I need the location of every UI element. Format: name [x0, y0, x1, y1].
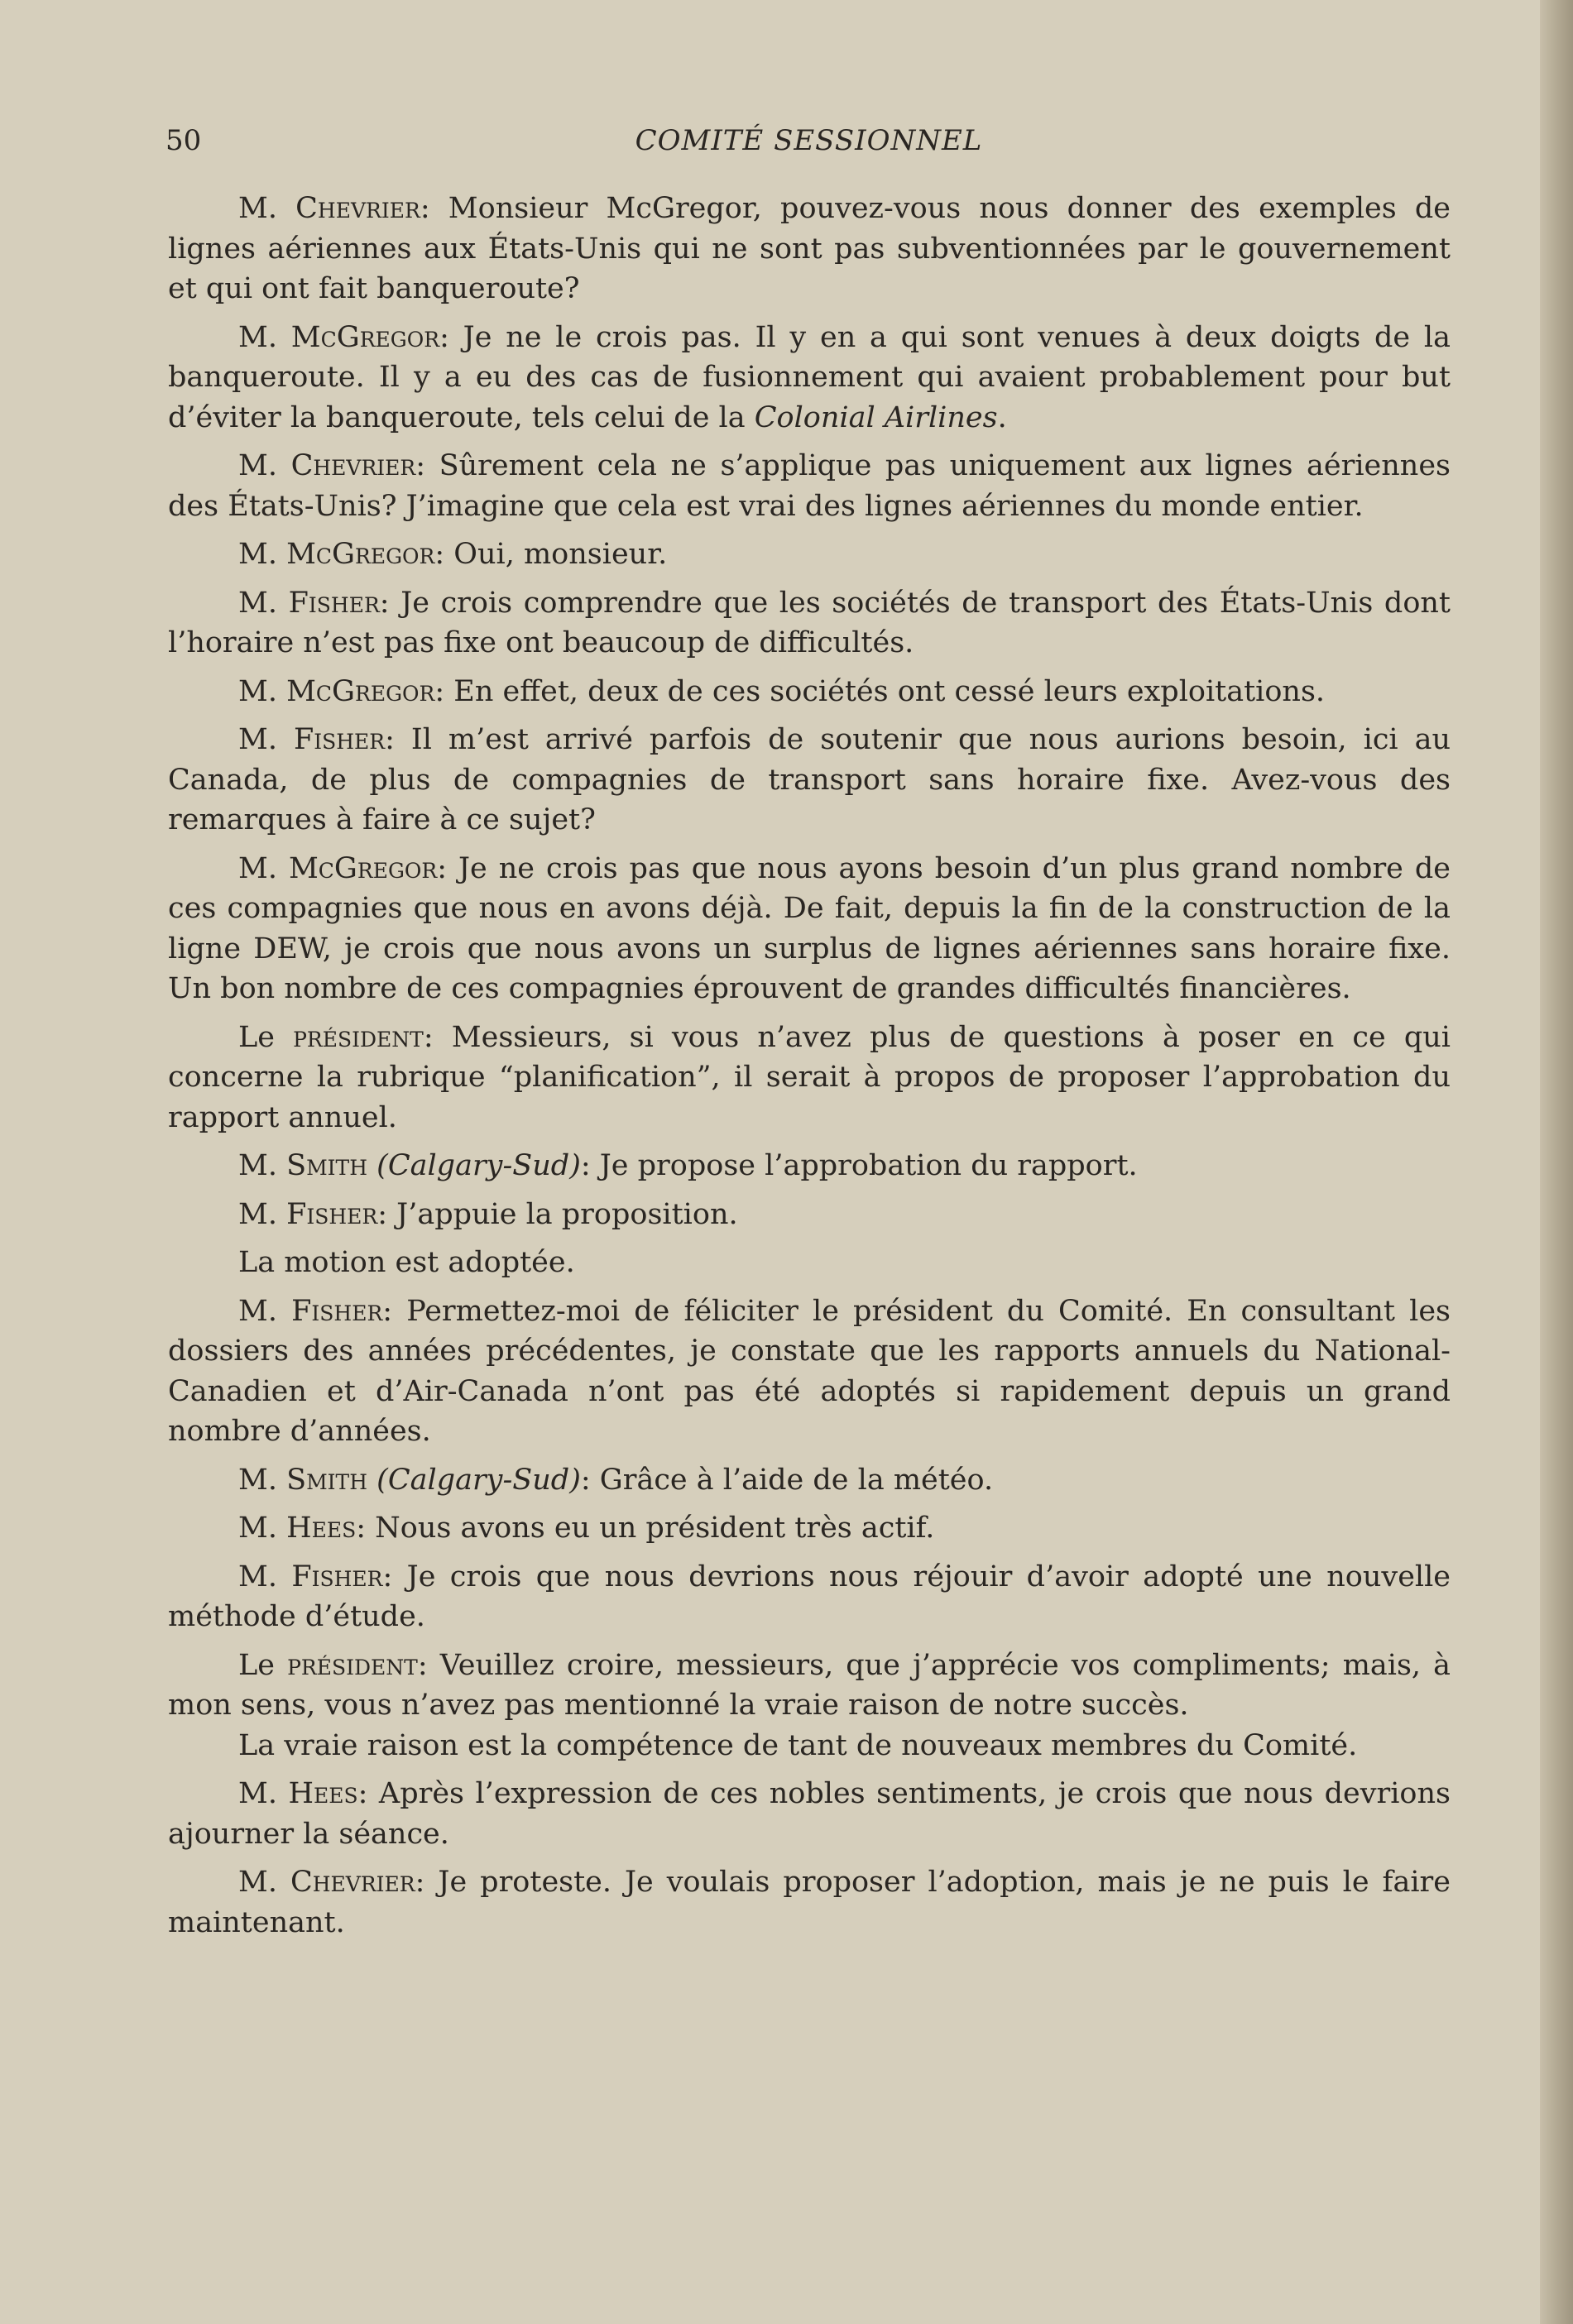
- speaker-name: Fisher: [291, 1294, 383, 1328]
- paragraph: M. McGregor: Je ne crois pas que nous ayons besoin d’un plus grand nombre de ces compagnies que nous en avons déjà. De fait, depuis la fin de la construction de la ligne DEW, je crois que nous avons un surplus de lignes aériennes sans horaire fixe. Un bon nombre de ces compagnies éprouvent de grandes difficultés financières.: [168, 851, 1451, 1005]
- transcript-body: [168, 189, 1451, 1951]
- paragraph: M. Smith (Calgary-Sud): Je propose l’approbation du rapport.: [238, 1149, 1138, 1182]
- paragraph: M. McGregor: Je ne le crois pas. Il y en a qui sont venues à deux doigts de la banqueroute. Il y a eu des cas de fusionnement qui avaient probablement pour but d’éviter la banqueroute, tels celui de la Colonial Airlines.: [168, 320, 1451, 434]
- paragraph: M. Fisher: J’appuie la proposition.: [238, 1197, 738, 1231]
- page-edge: [1540, 0, 1573, 2324]
- riding-name: (Calgary-Sud): [376, 1149, 581, 1182]
- riding-name: (Calgary-Sud): [376, 1463, 581, 1497]
- paragraph: M. Fisher: Il m’est arrivé parfois de soutenir que nous aurions besoin, ici au Canada, de plus de compagnies de transport sans horaire fixe. Avez-vous des remarques à faire à ce sujet?: [168, 723, 1451, 836]
- paragraph: M. Chevrier: Sûrement cela ne s’applique pas uniquement aux lignes aériennes des États-Unis? J’imagine que cela est vrai des lignes aériennes du monde entier.: [168, 449, 1451, 523]
- speaker-name: McGregor: [288, 851, 438, 885]
- speaker-name: Chevrier: [295, 192, 420, 225]
- speaker-name: président: [293, 1020, 424, 1054]
- paragraph: Le président: Veuillez croire, messieurs, que j’apprécie vos compliments; mais, à mon sens, vous n’avez pas mentionné la vraie raison de notre succès.: [168, 1648, 1451, 1722]
- paragraph: M. Fisher: Permettez-moi de féliciter le président du Comité. En consultant les dossiers des années précédentes, je constate que les rapports annuels du National-Canadien et d’Air-Canada n’ont pas été adoptés si rapidement depuis un grand nombre d’années.: [168, 1294, 1451, 1448]
- paragraph: M. Fisher: Je crois que nous devrions nous réjouir d’avoir adopté une nouvelle méthode d’étude.: [168, 1560, 1451, 1633]
- paragraph: Le président: Messieurs, si vous n’avez plus de questions à poser en ce qui concerne la rubrique “planification”, il serait à propos de proposer l’approbation du rapport annuel.: [168, 1020, 1451, 1134]
- paragraph: M. McGregor: En effet, deux de ces sociétés ont cessé leurs exploitations.: [238, 674, 1326, 708]
- speaker-name: Fisher: [291, 1560, 383, 1593]
- paragraph: M. Chevrier: Je proteste. Je voulais proposer l’adoption, mais je ne puis le faire maintenant.: [168, 1866, 1451, 1939]
- running-title: COMITÉ SESSIONNEL: [635, 124, 983, 157]
- speaker-name: Smith: [286, 1463, 368, 1497]
- page-number: 50: [165, 124, 202, 157]
- speaker-name: McGregor: [290, 320, 440, 354]
- speaker-name: Hees: [288, 1777, 358, 1810]
- paragraph: M. Chevrier: Monsieur McGregor, pouvez-vous nous donner des exemples de lignes aériennes aux États-Unis qui ne sont pas subventionnées par le gouvernement et qui ont fait banqueroute?: [168, 192, 1451, 305]
- speaker-name: Fisher: [288, 586, 380, 620]
- paragraph: M. McGregor: Oui, monsieur.: [238, 538, 668, 571]
- page-header: [165, 120, 1452, 161]
- speaker-name: Chevrier: [290, 1866, 415, 1899]
- paragraph: M. Hees: Nous avons eu un président très actif.: [238, 1512, 935, 1545]
- paragraph: La vraie raison est la compétence de tant de nouveaux membres du Comité.: [238, 1728, 1358, 1762]
- italic-name: Colonial Airlines: [754, 400, 998, 434]
- speaker-name: McGregor: [286, 538, 435, 571]
- paragraph: M. Fisher: Je crois comprendre que les sociétés de transport des États-Unis dont l’horaire n’est pas fixe ont beaucoup de difficultés.: [168, 586, 1451, 659]
- speaker-name: Fisher: [286, 1197, 378, 1231]
- speaker-name: McGregor: [286, 674, 435, 708]
- paragraph: M. Smith (Calgary-Sud): Grâce à l’aide de la météo.: [238, 1463, 994, 1497]
- paragraph: La motion est adoptée.: [238, 1246, 575, 1279]
- paragraph: M. Hees: Après l’expression de ces nobles sentiments, je crois que nous devrions ajourner la séance.: [168, 1777, 1451, 1851]
- speaker-name: Smith: [286, 1149, 368, 1182]
- speaker-name: président: [287, 1648, 418, 1682]
- speaker-name: Fisher: [293, 723, 386, 756]
- speaker-name: Chevrier: [290, 449, 416, 482]
- speaker-name: Hees: [286, 1512, 357, 1545]
